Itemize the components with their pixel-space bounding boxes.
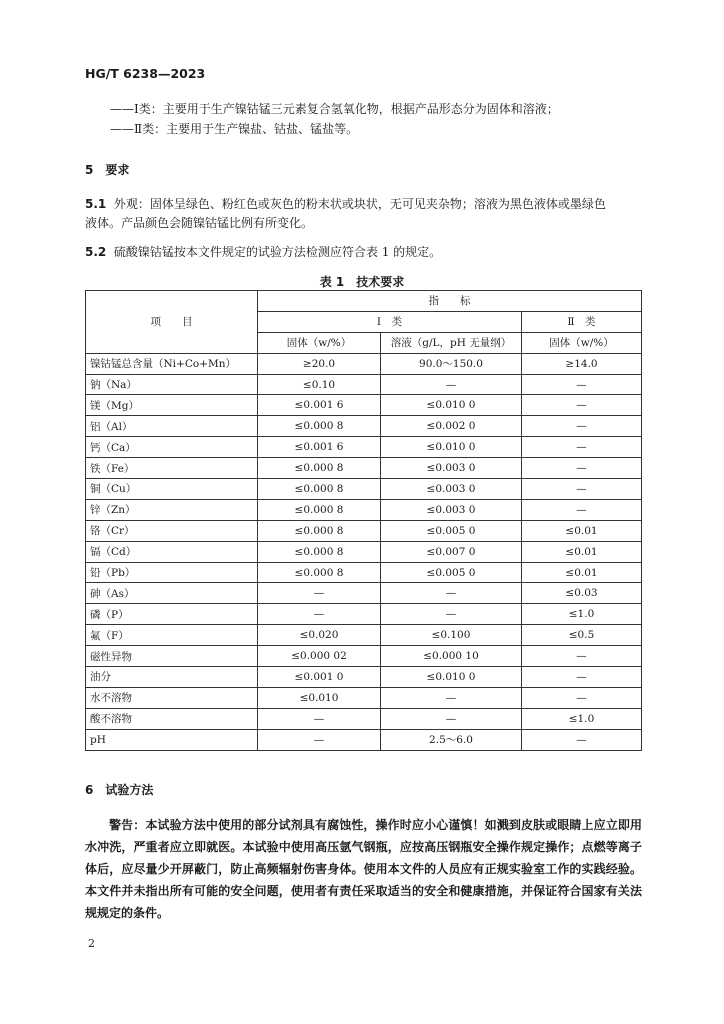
class-1-solid-cell: ≤0.000 8 [258,520,381,541]
class-1-solid-cell: ≤0.000 8 [258,562,381,583]
class-2-solid-cell: — [522,729,642,750]
item-name-cell: 铬（Cr） [86,520,258,541]
class-2-solid-cell: ≥14.0 [522,353,642,374]
class-1-solid-cell: — [258,604,381,625]
class-1-solid-cell: ≤0.000 8 [258,458,381,479]
table-row [86,687,642,708]
item-name-cell: 镉（Cd） [86,541,258,562]
table-row [86,374,642,395]
class-2-solid-cell: — [522,395,642,416]
class-2-solid-cell: ≤0.01 [522,520,642,541]
table-row [86,437,642,458]
class-1-solution-cell: ≤0.010 0 [381,395,522,416]
class-1-solid-cell: ≤0.000 8 [258,499,381,520]
page-number: 2 [88,937,95,950]
class-1-solution-cell: ≤0.010 0 [381,437,522,458]
item-name-cell: 镁（Mg） [86,395,258,416]
class-1-solution-cell: — [381,374,522,395]
class-1-solution-cell: ≤0.003 0 [381,479,522,500]
class-1-solution-cell: ≤0.003 0 [381,458,522,479]
item-name-cell: 水不溶物 [86,687,258,708]
class-1-solid-cell: ≤0.000 8 [258,416,381,437]
clause-5-1-line-1: 外观：固体呈绿色、粉红色或灰色的粉末状或块状，无可见夹杂物；溶液为黑色液体或墨绿色 [113,197,606,211]
class-2-solid-cell: — [522,646,642,667]
table-row [86,646,642,667]
item-name-cell: 磷（P） [86,604,258,625]
header-solid-class-2: 固体（w/%） [522,332,642,353]
class-1-solution-cell: ≤0.000 10 [381,646,522,667]
class-1-solid-cell: ≤0.010 [258,687,381,708]
class-2-solid-cell: ≤1.0 [522,604,642,625]
class-1-description: ——Ⅰ类：主要用于生产镍钴锰三元素复合氢氧化物，根据产品形态分为固体和溶液； [110,102,559,116]
header-item: 项 目 [86,291,258,354]
class-1-solution-cell: ≤0.100 [381,625,522,646]
class-2-solid-cell: — [522,437,642,458]
table-row [86,395,642,416]
class-1-solution-cell: ≤0.003 0 [381,499,522,520]
class-1-solid-cell: ≤0.10 [258,374,381,395]
class-1-solution-cell: ≤0.010 0 [381,667,522,688]
class-2-solid-cell: — [522,499,642,520]
class-1-solid-cell: — [258,583,381,604]
class-1-solution-cell: — [381,604,522,625]
class-1-solid-cell: — [258,708,381,729]
item-name-cell: 铅（Pb） [86,562,258,583]
clause-5-1-number: 5.1 [85,197,107,211]
table-row [86,604,642,625]
table-row [86,479,642,500]
class-1-solution-cell: ≤0.005 0 [381,562,522,583]
table-row [86,416,642,437]
item-name-cell: 酸不溶物 [86,708,258,729]
table-row [86,729,642,750]
table-row [86,583,642,604]
item-name-cell: 油分 [86,667,258,688]
clause-5-2-text: 硫酸镍钴锰按本文件规定的试验方法检测应符合表 1 的规定。 [113,245,442,259]
item-name-cell: 磁性异物 [86,646,258,667]
class-1-solid-cell: ≤0.000 8 [258,479,381,500]
item-name-cell: pH [86,729,258,750]
table-row [86,562,642,583]
header-solution-class-1: 溶液（g/L，pH 无量纲） [381,332,522,353]
class-1-solid-cell: — [258,729,381,750]
class-1-solution-cell: 2.5～6.0 [381,729,522,750]
header-index: 指 标 [258,291,642,312]
item-name-cell: 氟（F） [86,625,258,646]
class-2-solid-cell: ≤0.5 [522,625,642,646]
class-1-solid-cell: ≤0.020 [258,625,381,646]
table-row [86,541,642,562]
clause-5-2 [85,243,441,262]
class-1-solution-cell: — [381,583,522,604]
table-row [86,458,642,479]
class-2-solid-cell: — [522,667,642,688]
table-row [86,353,642,374]
item-name-cell: 铁（Fe） [86,458,258,479]
item-name-cell: 锌（Zn） [86,499,258,520]
class-2-solid-cell: ≤0.01 [522,562,642,583]
item-name-cell: 钠（Na） [86,374,258,395]
class-1-solid-cell: ≤0.000 8 [258,541,381,562]
class-1-solid-cell: ≤0.001 0 [258,667,381,688]
class-2-solid-cell: — [522,374,642,395]
item-name-cell: 镍钴锰总含量（Ni+Co+Mn） [86,353,258,374]
class-1-solid-cell: ≥20.0 [258,353,381,374]
class-2-solid-cell: — [522,458,642,479]
table-row [86,667,642,688]
clause-5-1 [85,195,606,214]
table-caption: 表 1 技术要求 [319,275,405,289]
standard-code: HG/T 6238—2023 [85,66,206,81]
technical-requirements-table [85,290,642,751]
item-name-cell: 铝（Al） [86,416,258,437]
class-1-solution-cell: ≤0.005 0 [381,520,522,541]
clause-5-1-line-2: 液体。产品颜色会随镍钴锰比例有所变化。 [85,216,314,230]
table-row [86,625,642,646]
class-2-solid-cell: — [522,416,642,437]
item-name-cell: 砷（As） [86,583,258,604]
class-2-solid-cell: ≤1.0 [522,708,642,729]
class-2-solid-cell: — [522,687,642,708]
header-solid-class-1: 固体（w/%） [258,332,381,353]
safety-warning: 警告：本试验方法中使用的部分试剂具有腐蚀性，操作时应小心谨慎！如溅到皮肤或眼睛上应立即用水冲洗，严重者应立即就医。本试验中使用高压氩气钢瓶，应按高压钢瓶安全操作规定操作；点燃等离子体后，应尽量少开屏蔽门，防止高频辐射伤害身体。使用本文件的人员应有正规实验室工作的实践经验。本文件并未指出所有可能的安全问题，使用者有责任采取适当的安全和健康措施，并保证符合国家有关法规规定的条件。 [85,818,642,920]
header-class-2: Ⅱ 类 [522,311,642,332]
header-class-1: Ⅰ 类 [258,311,522,332]
class-2-solid-cell: ≤0.03 [522,583,642,604]
class-2-description: ——Ⅱ类：主要用于生产镍盐、钴盐、锰盐等。 [110,122,359,136]
table-row [86,499,642,520]
table-row [86,520,642,541]
class-1-solution-cell: — [381,708,522,729]
class-1-solid-cell: ≤0.001 6 [258,437,381,458]
class-1-solution-cell: ≤0.002 0 [381,416,522,437]
clause-5-2-number: 5.2 [85,245,107,259]
class-2-solid-cell: ≤0.01 [522,541,642,562]
class-1-solid-cell: ≤0.000 02 [258,646,381,667]
class-1-solid-cell: ≤0.001 6 [258,395,381,416]
table-row [86,708,642,729]
item-name-cell: 钙（Ca） [86,437,258,458]
class-1-solution-cell: ≤0.007 0 [381,541,522,562]
class-2-solid-cell: — [522,479,642,500]
class-1-solution-cell: — [381,687,522,708]
item-name-cell: 铜（Cu） [86,479,258,500]
class-1-solution-cell: 90.0～150.0 [381,353,522,374]
section-6-heading: 6 试验方法 [85,783,154,797]
section-5-heading: 5 要求 [85,163,130,177]
